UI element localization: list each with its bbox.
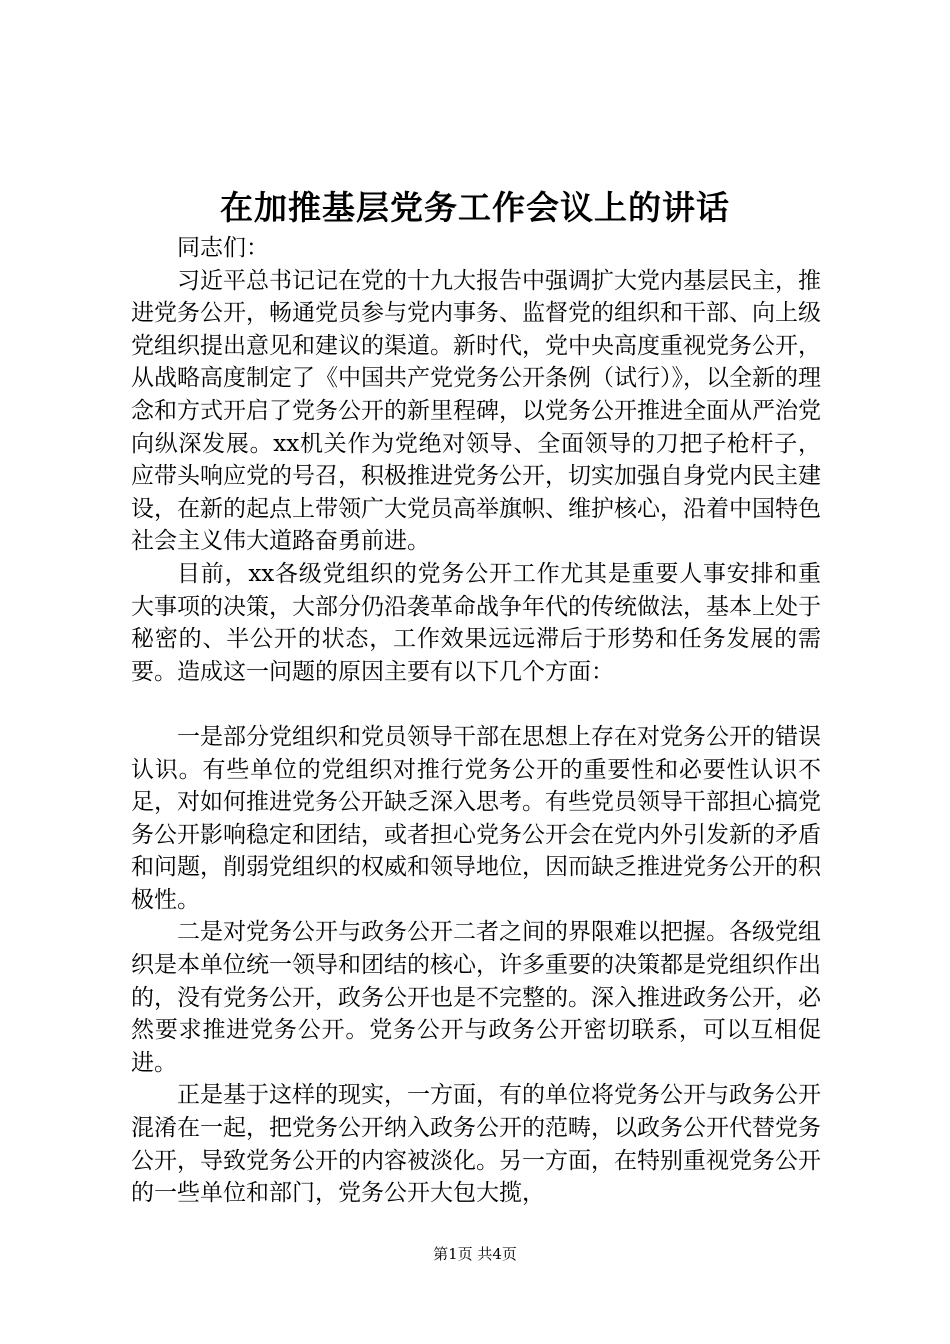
paragraph-1: 习近平总书记记在党的十九大报告中强调扩大党内基层民主，推进党务公开，畅通党员参与党内事务、监督党的组织和干部、向上级党组织提出意见和建议的渠道。新时代，党中央高度重视党务公开，从战略高度制定了《中国共产党党务公开条例（试行）》，以全新的理念和方式开启了党务公开的新里程碑，以党务公开推进全面从严治党向纵深发展。xx机关作为党绝对领导、全面领导的刀把子枪杆子，应带头响应党的号召，积极推进党务公开，切实加强自身党内民主建设，在新的起点上带领广大党员高举旗帜、维护核心，沿着中国特色社会主义伟大道路奋勇前进。 (131, 267, 821, 555)
paragraph-3: 一是部分党组织和党员领导干部在思想上存在对党务公开的错误认识。有些单位的党组织对推行党务公开的重要性和必要性认识不足，对如何推进党务公开缺乏深入思考。有些党员领导干部担心搞党务公开影响稳定和团结，或者担心党务公开会在党内外引发新的矛盾和问题，削弱党组织的权威和领导地位，因而缺乏推进党务公开的积极性。 (131, 723, 821, 913)
document-title: 在加推基层党务工作会议上的讲话 (220, 188, 730, 227)
page-footer: 第1页 共4页 (433, 1245, 517, 1263)
salutation: 同志们： (177, 235, 269, 261)
paragraph-2: 目前，xx各级党组织的党务公开工作尤其是重要人事安排和重大事项的决策，大部分仍沿袭革命战争年代的传统做法，基本上处于秘密的、半公开的状态，工作效果远远滞后于形势和任务发展的需要。造成这一问题的原因主要有以下几个方面： (131, 560, 821, 685)
document-body (131, 232, 821, 1210)
paragraph-spacer (131, 688, 821, 721)
paragraph-5: 正是基于这样的现实，一方面，有的单位将党务公开与政务公开混淆在一起，把党务公开纳入政务公开的范畴，以政务公开代替党务公开，导致党务公开的内容被淡化。另一方面，在特别重视党务公开的一些单位和部门，党务公开大包大揽， (131, 1082, 821, 1207)
paragraph-4: 二是对党务公开与政务公开二者之间的界限难以把握。各级党组织是本单位统一领导和团结的核心，许多重要的决策都是党组织作出的，没有党务公开，政务公开也是不完整的。深入推进政务公开，必然要求推进党务公开。党务公开与政务公开密切联系，可以互相促进。 (131, 919, 821, 1076)
